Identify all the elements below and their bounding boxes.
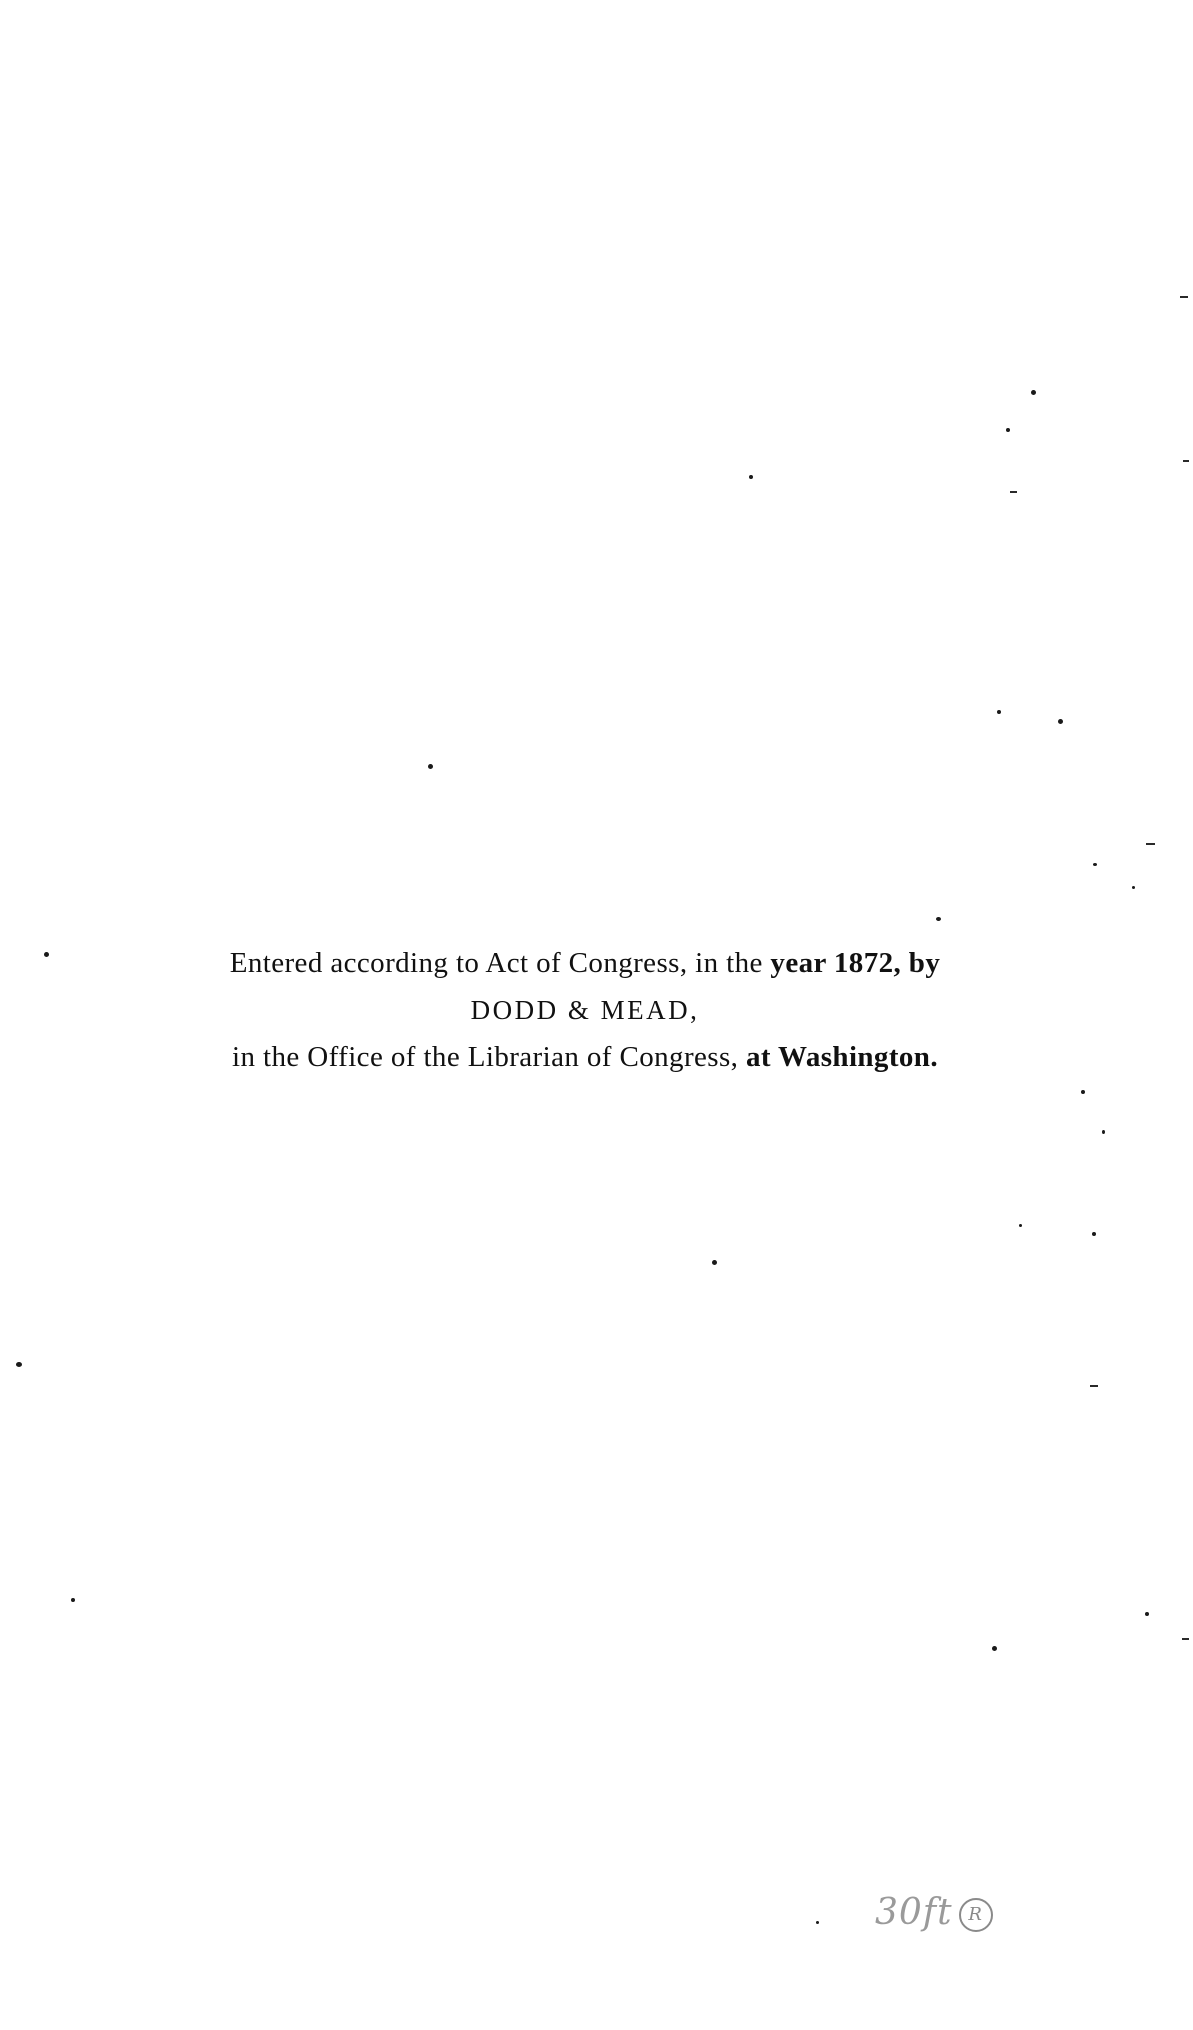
scan-speck — [816, 1921, 819, 1924]
scan-speck — [1102, 1130, 1105, 1134]
scan-mark — [1182, 1638, 1189, 1640]
copyright-notice — [0, 940, 1170, 1081]
registered-mark: R — [959, 1898, 993, 1932]
scan-speck — [1006, 428, 1010, 432]
scan-mark — [1010, 491, 1017, 493]
scan-speck — [1031, 390, 1036, 395]
scan-mark — [1090, 1385, 1098, 1387]
scan-speck — [936, 917, 941, 921]
scan-speck — [1093, 863, 1097, 866]
scan-speck — [997, 710, 1001, 714]
scan-speck — [992, 1646, 997, 1651]
copyright-line-1 — [0, 940, 1170, 987]
scan-speck — [44, 952, 49, 957]
library-stamp-text: 30ft — [875, 1892, 953, 1933]
scan-speck — [1145, 1612, 1149, 1616]
copyright-line-3-bold: at Washington. — [745, 1041, 938, 1073]
scan-mark — [1146, 843, 1155, 845]
scan-speck — [1058, 719, 1063, 724]
copyright-line-3-text: in the Office of the Librarian of Congress, — [232, 1041, 739, 1073]
scan-speck — [1019, 1224, 1022, 1227]
copyright-line-3 — [0, 1034, 1170, 1081]
scan-speck — [71, 1598, 75, 1602]
scan-speck — [1132, 886, 1135, 889]
scan-speck — [428, 764, 433, 769]
scan-speck — [1092, 1232, 1096, 1236]
copyright-line-1-text: Entered according to Act of Congress, in the — [229, 947, 763, 979]
scan-mark — [1180, 296, 1188, 298]
library-stamp — [875, 1892, 993, 1933]
copyright-line-1-bold: year 1872, by — [770, 947, 941, 979]
scan-speck — [749, 475, 753, 479]
publisher-name: DODD & MEAD, — [470, 995, 700, 1025]
scan-mark — [1183, 460, 1189, 462]
scan-speck — [712, 1260, 717, 1265]
scan-speck — [1081, 1090, 1085, 1094]
scan-speck — [16, 1362, 22, 1367]
